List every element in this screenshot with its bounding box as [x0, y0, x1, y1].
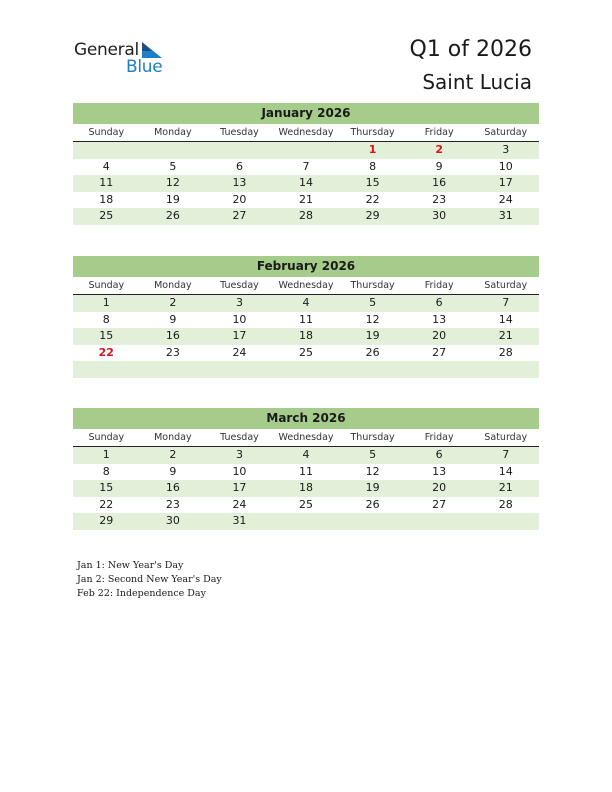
day-cell: 8: [369, 159, 377, 173]
day-cell: 11: [299, 464, 314, 478]
day-cell: 13: [432, 312, 447, 326]
day-cell: 28: [299, 209, 314, 223]
week-row: [73, 192, 539, 209]
weekday-label: Tuesday: [220, 432, 259, 443]
day-cell: 16: [165, 481, 180, 495]
day-cell: 20: [432, 481, 447, 495]
day-cell: 25: [99, 209, 114, 223]
day-cell: 23: [432, 192, 447, 206]
day-cell: 31: [498, 209, 513, 223]
holiday-note: Jan 1: New Year's Day: [77, 560, 184, 571]
day-cell: [273, 142, 340, 159]
month-january: [73, 103, 539, 225]
weekday-label: Friday: [424, 280, 454, 291]
day-cell: [406, 361, 473, 378]
weekday-label: Friday: [424, 127, 454, 138]
day-cell: 27: [232, 209, 247, 223]
day-cell: 11: [99, 176, 114, 190]
day-cell: 14: [299, 176, 314, 190]
day-cell: [406, 513, 473, 530]
weekday-label: Wednesday: [278, 432, 334, 443]
day-cell: 26: [365, 345, 380, 359]
day-cell: [472, 513, 539, 530]
weekday-label: Saturday: [484, 280, 528, 291]
week-row: [73, 345, 539, 362]
day-cell: 22: [99, 497, 114, 511]
day-cell: 12: [165, 176, 180, 190]
weekday-label: Sunday: [88, 432, 125, 443]
week-row: [73, 497, 539, 514]
day-cell: 20: [432, 329, 447, 343]
day-cell: 17: [232, 329, 247, 343]
day-cell: 2: [435, 143, 443, 156]
weekday-label: Friday: [424, 432, 454, 443]
weekday-label: Thursday: [350, 432, 395, 443]
day-cell: 15: [365, 176, 380, 190]
day-cell: 1: [102, 296, 110, 309]
day-cell: 9: [169, 312, 177, 326]
day-cell: 1: [368, 143, 377, 156]
day-cell: 10: [498, 159, 513, 173]
day-cell: [273, 361, 340, 378]
day-cell: 14: [498, 312, 513, 326]
day-cell: 21: [498, 481, 513, 495]
day-cell: 21: [299, 192, 314, 206]
day-cell: 9: [435, 159, 443, 173]
weekday-label: Monday: [154, 127, 192, 138]
day-cell: 24: [498, 192, 513, 206]
holiday-notes: [77, 559, 222, 601]
day-cell: 4: [302, 296, 310, 309]
day-cell: 10: [232, 464, 247, 478]
day-cell: 15: [99, 329, 114, 343]
day-cell: 5: [369, 448, 377, 461]
day-cell: 23: [165, 497, 180, 511]
weekday-header-row: [73, 429, 539, 447]
day-cell: 27: [432, 345, 447, 359]
holiday-note: Feb 22: Independence Day: [77, 588, 206, 599]
week-row: [73, 142, 539, 159]
holiday-note: Jan 2: Second New Year's Day: [77, 574, 222, 585]
day-cell: [339, 361, 406, 378]
day-cell: 19: [365, 481, 380, 495]
day-cell: 7: [302, 159, 310, 173]
day-cell: 2: [169, 448, 177, 461]
day-cell: 3: [502, 143, 510, 156]
day-cell: 7: [502, 296, 510, 309]
day-cell: 6: [435, 296, 443, 309]
day-cell: 1: [102, 448, 110, 461]
weekday-header-row: [73, 277, 539, 295]
day-cell: 11: [299, 312, 314, 326]
day-cell: 16: [432, 176, 447, 190]
day-cell: [73, 142, 140, 159]
day-cell: 9: [169, 464, 177, 478]
month-title: February 2026: [73, 256, 539, 277]
day-cell: 25: [299, 345, 314, 359]
month-title: January 2026: [73, 103, 539, 124]
day-cell: 15: [99, 481, 114, 495]
day-cell: 18: [99, 192, 114, 206]
day-cell: [472, 361, 539, 378]
day-cell: [73, 361, 140, 378]
weekday-label: Monday: [154, 280, 192, 291]
day-cell: 26: [165, 209, 180, 223]
weekday-label: Saturday: [484, 432, 528, 443]
day-cell: 23: [165, 345, 180, 359]
day-cell: [140, 361, 207, 378]
day-cell: 13: [232, 176, 247, 190]
month-march: [73, 408, 539, 530]
weekday-label: Wednesday: [278, 280, 334, 291]
flag-icon: [140, 42, 162, 58]
weekday-label: Monday: [154, 432, 192, 443]
week-row: [73, 361, 539, 378]
day-cell: 3: [235, 448, 243, 461]
day-cell: 14: [498, 464, 513, 478]
day-cell: 27: [432, 497, 447, 511]
day-cell: 20: [232, 192, 247, 206]
week-row: [73, 208, 539, 225]
day-cell: 24: [232, 497, 247, 511]
day-cell: 24: [232, 345, 247, 359]
day-cell: 8: [102, 464, 110, 478]
weekday-label: Sunday: [88, 280, 125, 291]
day-cell: 28: [498, 497, 513, 511]
logo: [74, 40, 174, 80]
day-cell: 30: [432, 209, 447, 223]
day-cell: [206, 361, 273, 378]
day-cell: 21: [498, 329, 513, 343]
month-february: [73, 256, 539, 378]
week-row: [73, 464, 539, 481]
weekday-label: Sunday: [88, 127, 125, 138]
week-row: [73, 447, 539, 464]
weekday-label: Thursday: [350, 280, 395, 291]
weekday-label: Tuesday: [220, 280, 259, 291]
week-row: [73, 175, 539, 192]
day-cell: 25: [299, 497, 314, 511]
weekday-label: Saturday: [484, 127, 528, 138]
day-cell: 22: [98, 345, 114, 359]
day-cell: 5: [369, 296, 377, 309]
logo-blue-text: Blue: [126, 57, 163, 77]
week-row: [73, 295, 539, 312]
weekday-header-row: [73, 124, 539, 142]
day-cell: 19: [165, 192, 180, 206]
week-row: [73, 513, 539, 530]
day-cell: [339, 513, 406, 530]
day-cell: 22: [365, 192, 380, 206]
day-cell: 19: [365, 329, 380, 343]
day-cell: 18: [299, 329, 314, 343]
day-cell: 4: [102, 159, 110, 173]
week-row: [73, 480, 539, 497]
country-name: Saint Lucia: [422, 70, 532, 94]
day-cell: 4: [302, 448, 310, 461]
day-cell: 3: [235, 296, 243, 309]
month-title: March 2026: [73, 408, 539, 429]
day-cell: 26: [365, 497, 380, 511]
weekday-label: Wednesday: [278, 127, 334, 138]
page-title: Q1 of 2026: [409, 37, 532, 62]
day-cell: 16: [165, 329, 180, 343]
day-cell: 8: [102, 312, 110, 326]
day-cell: 10: [232, 312, 247, 326]
day-cell: 28: [498, 345, 513, 359]
day-cell: [206, 142, 273, 159]
day-cell: 29: [365, 209, 380, 223]
day-cell: 17: [232, 481, 247, 495]
day-cell: [140, 142, 207, 159]
weekday-label: Tuesday: [220, 127, 259, 138]
day-cell: 5: [169, 159, 177, 173]
day-cell: 31: [232, 514, 247, 528]
day-cell: 17: [498, 176, 513, 190]
day-cell: 6: [235, 159, 243, 173]
day-cell: 30: [165, 514, 180, 528]
week-row: [73, 312, 539, 329]
day-cell: 29: [99, 514, 114, 528]
day-cell: [273, 513, 340, 530]
logo-general-text: General: [74, 40, 139, 60]
day-cell: 18: [299, 481, 314, 495]
day-cell: 12: [365, 312, 380, 326]
day-cell: 6: [435, 448, 443, 461]
day-cell: 12: [365, 464, 380, 478]
week-row: [73, 328, 539, 345]
day-cell: 7: [502, 448, 510, 461]
weekday-label: Thursday: [350, 127, 395, 138]
week-row: [73, 159, 539, 176]
day-cell: 13: [432, 464, 447, 478]
day-cell: 2: [169, 296, 177, 309]
